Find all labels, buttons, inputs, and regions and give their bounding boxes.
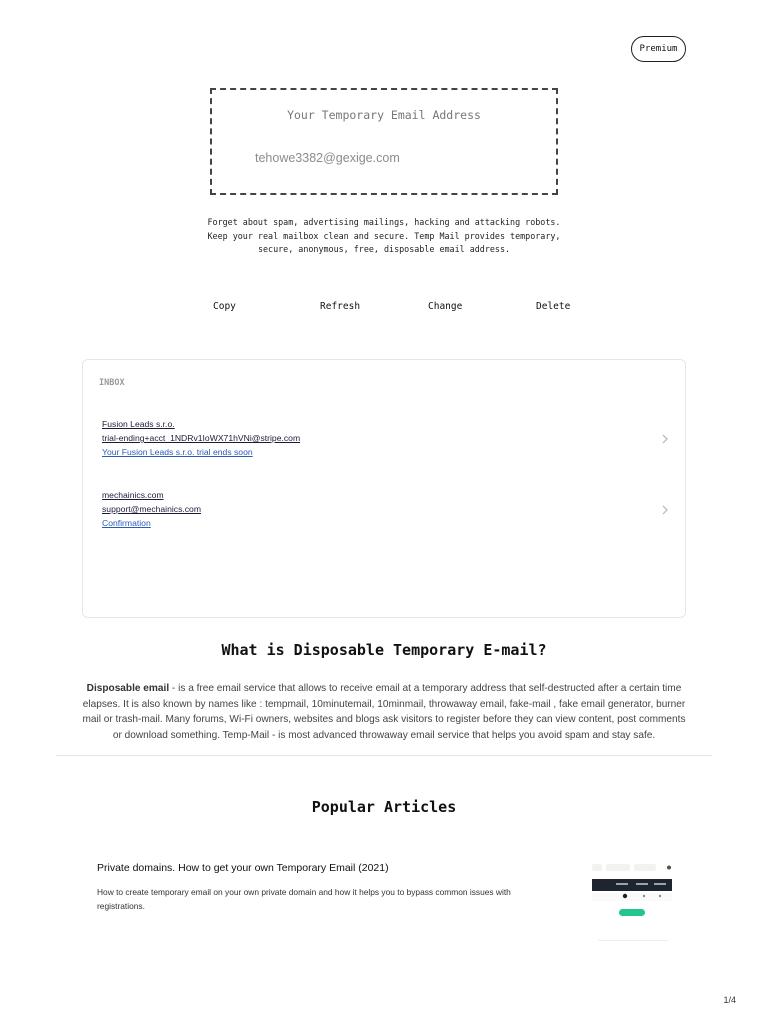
change-button[interactable]: Change (428, 301, 463, 312)
article-thumbnail[interactable] (592, 860, 672, 942)
disposable-email-description (80, 681, 688, 743)
description-line: elapses. It is also known by names like : tempmail, 10minutemail, 10minmail, throwaway email, fake-mail , fake email generator, burner (82, 698, 686, 710)
inbox-message[interactable] (83, 419, 685, 465)
email-address-panel (210, 88, 558, 195)
premium-button[interactable]: Premium (631, 36, 686, 62)
description-line: mail or trash-mail. Many forums, Wi-Fi owners, websites and blogs ask visitors to register before they can view content, post comments (82, 714, 686, 725)
section-heading-popular-articles: Popular Articles (311, 798, 457, 816)
description-text: - is a free email service that allows to receive email at a temporary address that self-destructed after a certain time (169, 683, 682, 694)
message-sender-email[interactable]: trial-ending+acct_1NDRv1IoWX71hVNi@stripe.com (102, 433, 301, 443)
tagline (184, 216, 584, 257)
tagline-line: Forget about spam, advertising mailings, hacking and attacking robots. (207, 217, 561, 227)
chevron-right-icon[interactable] (659, 432, 671, 446)
page-indicator: 1/4 (723, 995, 736, 1005)
inbox-message[interactable] (83, 490, 685, 536)
inbox-panel (82, 359, 686, 618)
tagline-line: secure, anonymous, free, disposable email address. (257, 244, 511, 254)
refresh-button[interactable]: Refresh (320, 301, 361, 312)
article-title-link[interactable]: Private domains. How to get your own Temporary Email (2021) (97, 862, 389, 874)
email-panel-heading: Your Temporary Email Address (287, 108, 481, 122)
temporary-email-address[interactable]: tehowe3382@gexige.com (255, 151, 400, 165)
article-description: How to create temporary email on your own private domain and how it helps you to bypass common issues with registrations. (97, 887, 511, 911)
message-sender[interactable]: mechainics.com (102, 490, 164, 500)
section-heading-disposable-email: What is Disposable Temporary E-mail? (221, 641, 547, 659)
copy-button[interactable]: Copy (213, 301, 236, 312)
message-subject[interactable]: Your Fusion Leads s.r.o. trial ends soon (102, 447, 253, 457)
section-divider (56, 755, 712, 756)
description-bold-term: Disposable email (86, 683, 170, 694)
description-line: or download something. Temp-Mail - is most advanced throwaway email service that helps you avoid spam and stay safe. (112, 729, 656, 741)
delete-button[interactable]: Delete (536, 301, 571, 312)
message-subject[interactable]: Confirmation (102, 518, 151, 528)
message-sender[interactable]: Fusion Leads s.r.o. (102, 419, 175, 429)
chevron-right-icon[interactable] (659, 503, 671, 517)
inbox-title: INBOX (99, 378, 125, 388)
message-sender-email[interactable]: support@mechainics.com (102, 504, 201, 514)
description-line (80, 681, 688, 697)
tagline-line: Keep your real mailbox clean and secure. Temp Mail provides temporary, (207, 230, 561, 241)
